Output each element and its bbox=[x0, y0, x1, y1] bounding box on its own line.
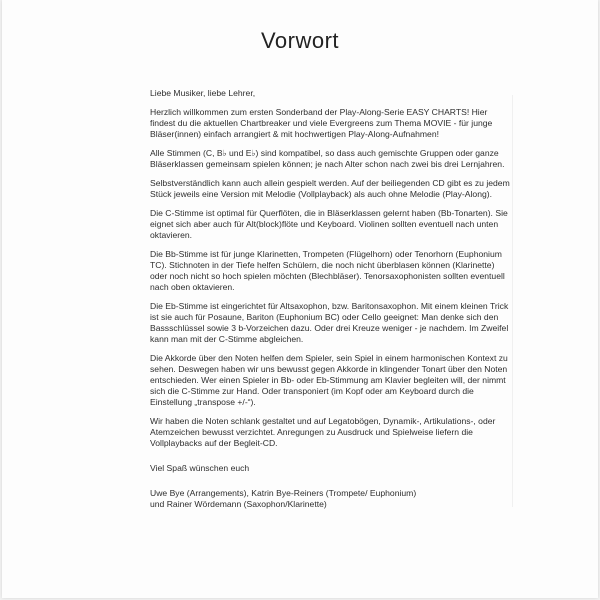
paragraph-bb-stimme: Die Bb-Stimme ist für junge Klarinetten, Trompeten (Flügelhorn) oder Tenorhorn (Euphonium TC). Stichnoten in der Tiefe helfen Schülern, die noch nicht überblasen können (Klarinette) oder noch nicht so hoch spielen möchten (Blechbläser). Tenorsaxophonisten sollten eventuell nach oben oktavieren. bbox=[150, 249, 505, 292]
page-title: Vorwort bbox=[260, 28, 340, 53]
page-edge-shadow bbox=[512, 95, 513, 507]
paragraph-c-stimme: Die C-Stimme ist optimal für Querflöten, die in Bläserklassen gelernt haben (Bb-Tonarten). Sie eignet sich aber auch für Alt(block)flöte und Keyboard. Violinen sollten eventuell nach unten oktavieren. bbox=[150, 208, 508, 240]
paragraph-allein-spielen: Selbstverständlich kann auch allein gespielt werden. Auf der beiliegenden CD gibt es zu jedem Stück jeweils eine Version mit Melodie (Vollplayback) als auch ohne Melodie (Play-Along). bbox=[150, 178, 510, 199]
paragraph-stimmen-kompatibel: Alle Stimmen (C, B♭ und E♭) sind kompatibel, so dass auch gemischte Gruppen oder ganze Bläserklassen gemeinsam spielen können; je nach Alter schon nach zwei bis drei Lernjahren. bbox=[150, 148, 505, 169]
signature-block bbox=[150, 488, 512, 510]
paragraph-akkorde: Die Akkorde über den Noten helfen dem Spieler, sein Spiel in einem harmonischen Kontext zu sehen. Deswegen haben wir uns bewusst gegen Akkorde in klingender Tonart über den Noten entschieden. Wer einen Spieler in Bb- oder Eb-Stimmung am Klavier begleiten will, der nimmt sich die C-Stimme zur Hand. Oder transponiert (im Kopf oder am Keyboard durch die Einstellung „transpose +/-“). bbox=[150, 353, 508, 407]
document-page bbox=[2, 0, 598, 598]
signature-line-2: und Rainer Wördemann (Saxophon/Klarinette) bbox=[150, 499, 327, 509]
body-text bbox=[150, 88, 512, 510]
closing-line: Viel Spaß wünschen euch bbox=[150, 463, 250, 473]
paragraph-noten-gestaltung: Wir haben die Noten schlank gestaltet und auf Legatobögen, Dynamik-, Artikulations-, oder Atemzeichen bewusst verzichtet. Anregungen zu Ausdruck und Spielweise liefern die Vollplaybacks auf der Begleit-CD. bbox=[150, 416, 496, 448]
paragraph-welcome: Herzlich willkommen zum ersten Sonderband der Play-Along-Serie EASY CHARTS! Hier findest du die aktuellen Chartbreaker und viele Evergreens zum Thema MOVIE - für junge Bläser(innen) einfach arrangiert & mit hochwertigen Play-Along-Aufnahmen! bbox=[150, 107, 493, 139]
signature-line-1: Uwe Bye (Arrangements), Katrin Bye-Reiners (Trompete/ Euphonium) bbox=[150, 488, 417, 498]
salutation: Liebe Musiker, liebe Lehrer, bbox=[150, 88, 256, 98]
paragraph-eb-stimme: Die Eb-Stimme ist eingerichtet für Altsaxophon, bzw. Baritonsaxophon. Mit einem kleinen Trick ist sie auch für Posaune, Bariton (Euphonium BC) oder Cello geeignet: Man denke sich den Bassschlüssel sowie 3 b-Vorzeichen dazu. Oder drei Kreuze weniger - je nachdem. Im Zweifel kann man mit der C-Stimme abgleichen. bbox=[150, 301, 509, 344]
